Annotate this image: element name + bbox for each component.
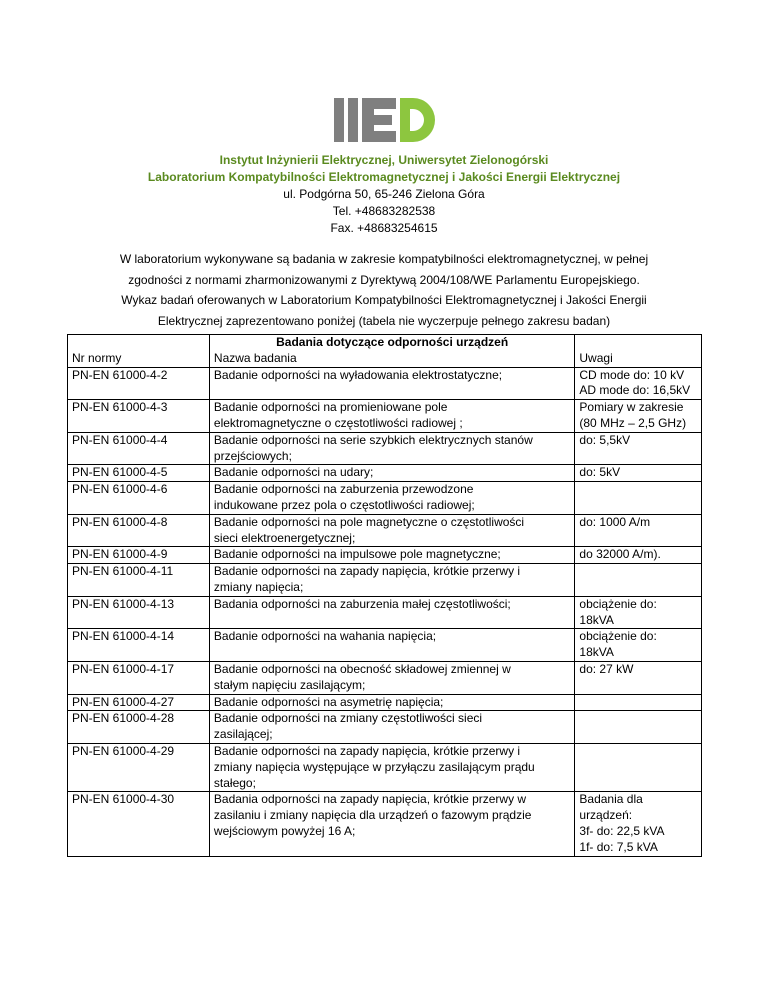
test-name-line — [214, 840, 570, 856]
logo-e-shape — [362, 98, 396, 142]
norm-number: PN-EN 61000-4-4 — [72, 432, 168, 447]
test-name-cell — [209, 514, 574, 547]
notes-line — [579, 744, 697, 760]
norm-cell — [68, 547, 210, 564]
table-row — [68, 711, 702, 744]
test-name-line: Badanie odporności na wahania napięcia; — [213, 629, 437, 644]
table-cell — [575, 335, 702, 351]
notes-line: obciążenie do: — [579, 629, 657, 644]
table-row — [68, 596, 702, 629]
test-name-line: Badania odporności na zapady napięcia, krótkie przerwy w — [213, 792, 527, 807]
test-name-cell — [209, 711, 574, 744]
test-name-cell — [209, 743, 574, 791]
test-name-line: przejściowych; — [213, 448, 292, 463]
norm-cell — [68, 661, 210, 694]
test-name-line — [214, 645, 570, 661]
institution-header — [0, 152, 768, 237]
norm-number: PN-EN 61000-4-5 — [72, 465, 168, 480]
table-cell — [68, 335, 210, 351]
test-name-line — [214, 613, 570, 629]
table-row — [68, 514, 702, 547]
intro-line: zgodności z normami zharmonizowanymi z Dyrektywą 2004/108/WE Parlamentu Europejskiego. — [128, 272, 640, 287]
notes-cell — [575, 596, 702, 629]
test-name-line: indukowane przez pola o częstotliwości radiowej; — [213, 497, 475, 512]
notes-cell — [575, 432, 702, 465]
header-label: Uwagi — [579, 350, 613, 365]
test-name-line: Badanie odporności na serie szybkich elektrycznych stanów — [213, 432, 533, 447]
table-row — [68, 465, 702, 482]
norm-number: PN-EN 61000-4-30 — [72, 792, 175, 807]
norm-cell — [68, 482, 210, 515]
norm-cell — [68, 432, 210, 465]
address: ul. Podgórna 50, 65-246 Zielona Góra — [283, 187, 485, 201]
norm-number: PN-EN 61000-4-6 — [72, 482, 168, 497]
institute-name: Instytut Inżynierii Elektrycznej, Uniwersytet Zielonogórski — [219, 153, 549, 167]
notes-line: 3f- do: 22,5 kVA — [579, 823, 665, 838]
test-name-cell — [209, 432, 574, 465]
test-name-line: Badanie odporności na asymetrię napięcia; — [213, 694, 444, 709]
intro-line: Wykaz badań oferowanych w Laboratorium Kompatybilności Elektromagnetycznej i Jakości Energii — [121, 293, 647, 307]
notes-cell — [575, 564, 702, 597]
test-name-line: Badanie odporności na zaburzenia przewodzone — [213, 482, 474, 497]
notes-cell — [575, 400, 702, 433]
table-row — [68, 792, 702, 856]
test-name-line: zmiany napięcia występujące w przyłączu zasilającym prądu — [213, 759, 535, 774]
notes-line — [579, 695, 697, 711]
norm-number: PN-EN 61000-4-3 — [72, 400, 168, 415]
test-name-cell — [209, 792, 574, 856]
norm-number: PN-EN 61000-4-17 — [72, 661, 175, 676]
norm-number: PN-EN 61000-4-13 — [72, 596, 175, 611]
intro-line: Elektrycznej zaprezentowano poniżej (tabela nie wyczerpuje pełnego zakresu badan) — [157, 313, 611, 328]
logo-bar-2 — [348, 98, 358, 142]
norm-cell — [68, 629, 210, 662]
table-row — [68, 629, 702, 662]
table-row — [68, 661, 702, 694]
test-name-cell — [209, 367, 574, 400]
notes-cell — [575, 547, 702, 564]
test-name-cell — [209, 694, 574, 711]
test-name-line — [214, 383, 570, 399]
notes-line — [579, 776, 697, 792]
notes-line: AD mode do: 16,5kV — [579, 383, 691, 398]
test-name-line: zmiany napięcia; — [213, 579, 304, 594]
notes-line — [579, 580, 697, 596]
notes-line — [579, 498, 697, 514]
notes-line — [579, 727, 697, 743]
norm-cell — [68, 400, 210, 433]
norm-cell — [68, 694, 210, 711]
table-row — [68, 432, 702, 465]
table-header-name — [209, 351, 574, 367]
test-name-line: Badanie odporności na zmiany częstotliwości sieci — [213, 711, 483, 726]
notes-line: Pomiary w zakresie — [579, 400, 684, 415]
notes-line — [579, 678, 697, 694]
norm-cell — [68, 465, 210, 482]
notes-line: do 32000 A/m). — [579, 547, 661, 562]
table-row — [68, 547, 702, 564]
norm-cell — [68, 367, 210, 400]
norm-number: PN-EN 61000-4-27 — [72, 694, 175, 709]
test-name-cell — [209, 400, 574, 433]
test-name-line: Badanie odporności na wyładowania elektrostatyczne; — [213, 367, 503, 382]
test-name-cell — [209, 482, 574, 515]
test-name-cell — [209, 547, 574, 564]
norm-cell — [68, 792, 210, 856]
test-name-line: stałego; — [213, 775, 256, 790]
norm-cell — [68, 743, 210, 791]
norm-number: PN-EN 61000-4-28 — [72, 711, 175, 726]
test-name-line: wejściowym powyżej 16 A; — [213, 823, 356, 838]
notes-line — [579, 711, 697, 727]
notes-cell — [575, 629, 702, 662]
table-row — [68, 743, 702, 791]
norm-number: PN-EN 61000-4-29 — [72, 743, 175, 758]
notes-line: 18kVA — [579, 612, 614, 627]
norm-number: PN-EN 61000-4-8 — [72, 514, 168, 529]
notes-line: do: 27 kW — [579, 661, 634, 676]
logo-bar-1 — [334, 98, 344, 142]
test-name-line: Badanie odporności na zapady napięcia, krótkie przerwy i — [213, 564, 521, 579]
table-title: Badania dotyczące odporności urządzeń — [209, 335, 574, 351]
test-name-line: sieci elektroenergetycznej; — [213, 530, 356, 545]
norm-cell — [68, 514, 210, 547]
notes-line — [579, 564, 697, 580]
test-name-line: zasilaniu i zmiany napięcia dla urządzeń o fazowym prądzie — [213, 808, 532, 823]
notes-cell — [575, 743, 702, 791]
notes-line: do: 1000 A/m — [579, 514, 651, 529]
notes-line — [579, 449, 697, 465]
notes-line: CD mode do: 10 kV — [579, 367, 685, 382]
test-name-cell — [209, 629, 574, 662]
notes-line — [579, 531, 697, 547]
table-title-row — [68, 335, 702, 351]
notes-cell — [575, 465, 702, 482]
notes-line: (80 MHz – 2,5 GHz) — [579, 415, 687, 430]
notes-line: Badania dla — [579, 792, 643, 807]
notes-cell — [575, 711, 702, 744]
test-name-cell — [209, 564, 574, 597]
tests-table — [67, 334, 702, 857]
laboratory-name: Laboratorium Kompatybilności Elektromagnetycznej i Jakości Energii Elektrycznej — [147, 170, 621, 184]
test-name-line: Badanie odporności na udary; — [213, 465, 374, 480]
notes-line: do: 5,5kV — [579, 432, 631, 447]
notes-cell — [575, 694, 702, 711]
table-header-notes — [575, 351, 702, 367]
test-name-line: elektromagnetyczne o częstotliwości radiowej ; — [213, 415, 463, 430]
notes-line — [579, 760, 697, 776]
test-name-line: Badanie odporności na zapady napięcia, krótkie przerwy i — [213, 743, 521, 758]
phone: Tel. +48683282538 — [332, 204, 436, 218]
test-name-cell — [209, 661, 574, 694]
norm-number: PN-EN 61000-4-9 — [72, 547, 168, 562]
fax: Fax. +48683254615 — [330, 221, 438, 235]
test-name-line: Badanie odporności na impulsowe pole magnetyczne; — [213, 547, 501, 562]
notes-line: do: 5kV — [579, 465, 621, 480]
table-header-row — [68, 351, 702, 367]
test-name-line: Badanie odporności na obecność składowej zmiennej w — [213, 661, 511, 676]
norm-number: PN-EN 61000-4-14 — [72, 629, 175, 644]
test-name-line: zasilającej; — [213, 727, 273, 742]
notes-cell — [575, 661, 702, 694]
iied-logo — [334, 98, 435, 142]
test-name-cell — [209, 596, 574, 629]
norm-cell — [68, 596, 210, 629]
notes-line — [579, 482, 697, 498]
norm-cell — [68, 711, 210, 744]
intro-paragraph — [60, 249, 708, 331]
test-name-line: Badanie odporności na promieniowane pole — [213, 400, 448, 415]
norm-cell — [68, 564, 210, 597]
notes-cell — [575, 367, 702, 400]
header-label: Nazwa badania — [213, 350, 297, 365]
notes-line: urządzeń: — [579, 808, 633, 823]
notes-cell — [575, 482, 702, 515]
test-name-line: Badania odporności na zaburzenia małej częstotliwości; — [213, 596, 511, 611]
notes-line: 18kVA — [579, 645, 614, 660]
test-name-line: Badanie odporności na pole magnetyczne o częstotliwości — [213, 514, 525, 529]
table-row — [68, 564, 702, 597]
header-label: Nr normy — [72, 350, 122, 365]
norm-number: PN-EN 61000-4-11 — [72, 564, 174, 579]
table-row — [68, 400, 702, 433]
notes-line: 1f- do: 7,5 kVA — [579, 839, 658, 854]
notes-line: obciążenie do: — [579, 596, 657, 611]
table-row — [68, 367, 702, 400]
table-row — [68, 482, 702, 515]
notes-cell — [575, 514, 702, 547]
test-name-line: stałym napięciu zasilającym; — [213, 677, 366, 692]
notes-cell — [575, 792, 702, 856]
table-header-norm — [68, 351, 210, 367]
test-name-cell — [209, 465, 574, 482]
norm-number: PN-EN 61000-4-2 — [72, 367, 168, 382]
table-row — [68, 694, 702, 711]
intro-line: W laboratorium wykonywane są badania w zakresie kompatybilności elektromagnetycznej, w pełnej — [119, 252, 649, 266]
